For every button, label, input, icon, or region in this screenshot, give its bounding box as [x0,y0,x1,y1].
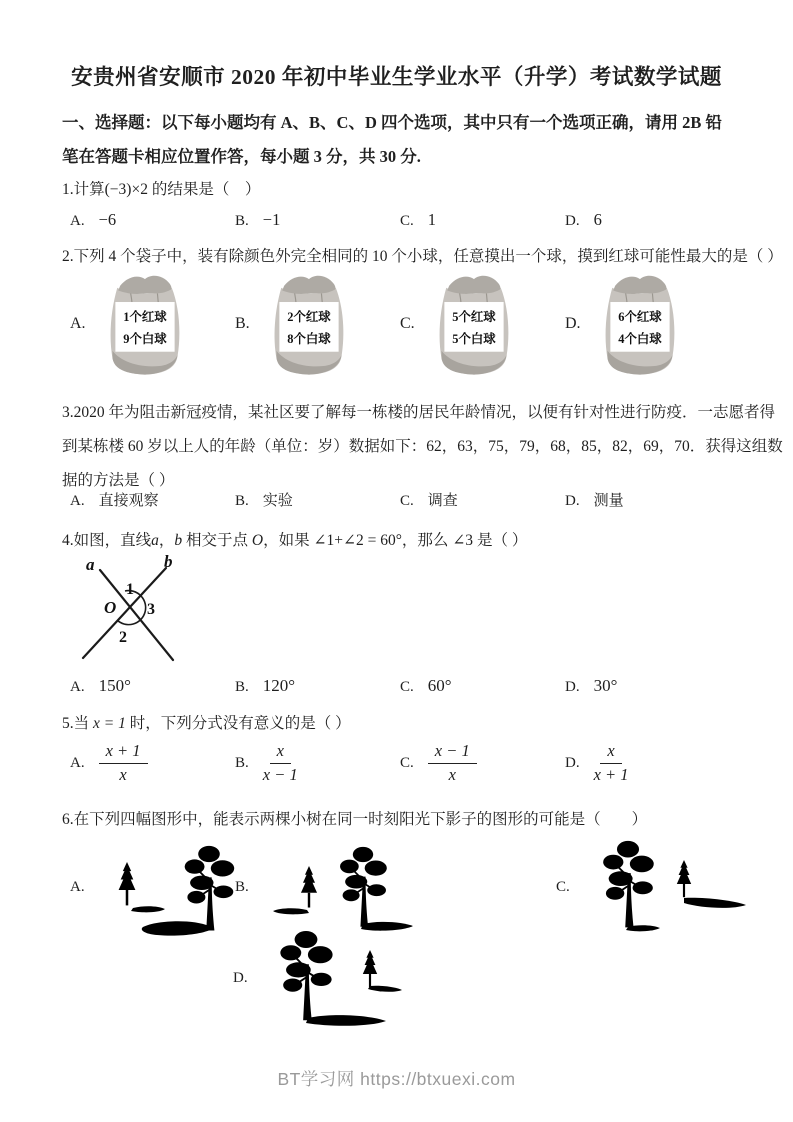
page-title: 安贵州省安顺市 2020 年初中毕业生学业水平（升学）考试数学试题 [71,65,722,89]
option-value: 直接观察 [98,493,159,509]
option-label: D. [233,970,248,986]
option-label: A. [70,679,85,695]
bag-c-line1: 5个红球 [451,310,496,325]
q6-option-b [235,838,421,936]
q4-option-a [70,676,235,696]
q4-option-b [235,676,400,696]
q1-formula: (−3)×2 [104,181,148,198]
question-4-stem [62,528,753,550]
figure-label-a: a [86,555,95,574]
option-value: 实验 [262,493,293,509]
bag-d-line2: 4个白球 [617,332,662,347]
fraction-denominator: x + 1 [593,764,629,784]
q4-var-o: O [251,532,264,549]
q4-stem-text2: 相交于点 [182,532,252,549]
q3-stem-line1: 3.2020 年为阻击新冠疫情，某社区要了解每一栋楼的居民年龄情况，以便有针对性进行防疫．一志愿者得 [62,404,776,421]
bag-c-line2: 5个白球 [451,332,496,347]
section-instructions-line1: 一、选择题：以下每小题均有 A、B、C、D 四个选项，其中只有一个选项正确，请用 2B 铅 [62,113,723,132]
q4-option-c [400,676,565,696]
q4-stem-text: 4.如图，直线 [62,532,152,549]
bag-a-line2: 9个白球 [122,332,167,347]
q6-option-a [70,838,247,936]
question-6-stem: 6.在下列四幅图形中，能表示两棵小树在同一时刻阳光下影子的图形的可能是（ ） [62,811,648,828]
q2-option-b [235,270,400,378]
option-label: B. [235,213,249,229]
q1-option-d [565,210,753,230]
q5-stem-pre: 5.当 [62,715,94,732]
q3-option-a [70,489,235,510]
fraction-numerator: x − 1 [428,742,477,764]
option-value: 1 [427,210,437,229]
fraction-numerator: x [270,742,291,764]
q5-option-b [235,742,400,785]
question-5-options [70,742,753,785]
option-label: A. [70,213,85,229]
bag-b-line2: 8个白球 [286,332,331,347]
option-label: A. [70,754,85,771]
option-label: A. [70,493,85,509]
q5-stem-post: 时，下列分式没有意义的是（ ） [125,715,351,732]
q4-stem-text4: ，那么 [401,532,453,549]
trees-shadow-image-b [261,838,421,936]
option-label: D. [565,679,580,695]
q5-option-c [400,742,565,785]
q3-option-b [235,489,400,510]
option-value: 30° [593,676,618,695]
bag-b-line1: 2个红球 [286,310,331,325]
q6-option-c [556,838,762,936]
figure-angle-3: 3 [147,601,155,618]
q1-stem-pre: 1.计算 [62,181,105,198]
option-label: C. [400,754,414,771]
q4-angle-equation: ∠1+∠2 = 60° [313,532,402,549]
q1-stem-post: 的结果是（ ） [147,181,261,198]
fraction-numerator: x [600,742,621,764]
option-label: D. [565,213,580,229]
option-label: A. [70,315,86,332]
option-value: 调查 [427,493,458,509]
fraction-denominator: x [448,764,456,784]
option-label: D. [565,315,581,332]
question-1-options [70,210,753,230]
q4-option-d [565,676,753,696]
section-instructions-line2: 笔在答题卡相应位置作答，每小题 3 分，共 30 分. [62,147,421,166]
figure-angle-2: 2 [119,629,127,646]
option-value: 120° [262,676,296,695]
trees-shadow-image-c [582,838,762,936]
option-label: D. [565,493,580,509]
option-label: B. [235,679,249,695]
q3-option-d [565,489,753,510]
fraction-denominator: x [119,764,127,784]
question-4-intersecting-lines-figure [70,552,188,670]
fraction-a [99,742,148,785]
question-1-stem [62,177,753,199]
question-4-options [70,676,753,696]
question-5-stem [62,711,753,733]
footer-watermark: BT学习网 https://btxuexi.com [277,1069,516,1089]
option-label: C. [400,493,414,509]
q4-var-b: b [174,532,183,549]
fraction-c [428,742,477,785]
q4-var-a: a [151,532,159,549]
option-label: C. [400,315,415,332]
q3-option-c [400,489,565,510]
q3-stem-line3: 据的方法是（ ） [62,472,175,489]
q5-option-a [70,742,235,785]
q6-option-d [233,926,440,1031]
bag-d-image [597,270,683,378]
trees-shadow-image-d [260,926,440,1031]
option-label: C. [400,213,414,229]
q2-option-d [565,270,753,378]
fraction-denominator: x − 1 [262,764,298,784]
q2-option-c [400,270,565,378]
option-value: 测量 [593,493,624,509]
q4-stem-sep: ， [158,532,175,549]
option-label: B. [235,315,250,332]
option-label: D. [565,754,580,771]
section-instructions [62,106,738,174]
question-2-options [70,270,753,378]
q2-option-a [70,270,235,378]
q5-condition: x = 1 [93,715,126,732]
bag-d-line1: 6个红球 [617,310,662,325]
option-label: B. [235,754,249,771]
fraction-b [263,742,298,785]
question-2-stem: 2.下列 4 个袋子中，装有除颜色外完全相同的 10 个小球，任意摸出一个球，摸到红球可能性最大的是（ ） [62,248,783,265]
q1-option-b [235,210,400,230]
q4-angle3: ∠3 [452,532,474,549]
bag-b-image [266,270,352,378]
option-label: A. [70,878,85,895]
figure-angle-1: 1 [126,581,134,598]
option-label: C. [400,679,414,695]
q1-option-a [70,210,235,230]
q4-stem-text5: 是（ ） [473,532,528,549]
question-3-stem [62,396,783,498]
question-3-options [70,489,753,510]
q5-option-d [565,742,753,785]
option-label: C. [556,878,570,895]
bag-a-image [102,270,188,378]
q4-stem-text3: ，如果 [263,532,314,549]
option-value: 150° [98,676,131,695]
option-value: −6 [98,210,117,229]
option-value: −1 [262,210,281,229]
option-label: B. [235,878,249,895]
option-label: B. [235,493,249,509]
fraction-d [594,742,629,785]
bag-c-image [431,270,517,378]
trees-shadow-image-a [97,838,247,936]
option-value: 60° [427,676,452,695]
bag-a-line1: 1个红球 [122,310,167,325]
fraction-numerator: x + 1 [99,742,148,764]
q1-option-c [400,210,565,230]
figure-label-o: O [104,598,117,617]
q3-stem-line2: 到某栋楼 60 岁以上人的年龄（单位：岁）数据如下：62，63，75，79，68，85，82，69，70．获得这组数 [62,438,783,455]
option-value: 6 [593,210,602,229]
figure-label-b: b [164,552,173,571]
